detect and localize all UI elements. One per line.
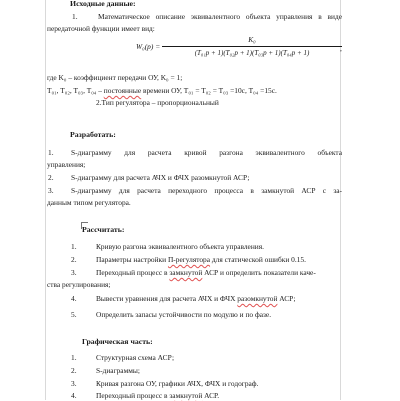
calculate-heading: Рассчитать: [82, 225, 125, 234]
calculate-item-4 [96, 294, 296, 304]
calculate-item-number: 3. [71, 268, 77, 277]
source-item-line2: передаточной функции имеет вид: [47, 24, 155, 33]
source-item-number: 1. [72, 12, 78, 21]
time-line-squiggle: постоянные [103, 86, 142, 95]
calc-4-pre: Вывести уравнения для расчета АЧХ и ФЧХ [96, 294, 238, 303]
formula-denominator: (T₀₁p + 1)(T₀₂p + 1)(T₀₃p + 1)(T₀₄p + 1) [194, 49, 310, 57]
develop-heading: Разработать: [70, 130, 116, 139]
right-margin-rule [340, 0, 341, 400]
time-line-prefix: T₀₁, T₀₂, T₀₃, T₀₄ – [47, 86, 102, 95]
develop-item-number: 3. [48, 186, 54, 195]
formula-lhs: W₀(p) = [136, 42, 161, 51]
calculate-item-2 [96, 255, 306, 265]
formula-numerator: K₀ [248, 35, 256, 44]
graphics-item-3: Кривая разгона ОУ, графики АЧХ, ФЧХ и годограф. [96, 379, 259, 388]
graphics-item-number: 3. [71, 379, 77, 388]
graphics-item-number: 2. [71, 366, 77, 375]
calculate-item-3-line1 [96, 268, 316, 278]
develop-item-1-line1: S-диаграмму для расчета кривой разгона эквивалентного объекта [71, 148, 342, 157]
graph-4-pre: Переходный процесс в [96, 391, 170, 400]
source-item-line1: Математическое описание эквивалентного объекта управления в виде [98, 12, 342, 21]
coefficient-line: где K₀ – коэффициент передачи ОУ, K₀ = 1; [47, 73, 183, 82]
develop-item-number: 2. [48, 173, 54, 182]
develop-item-3-line1: S-диаграмму для расчета переходного процесса в замкнутой АСР с за- [71, 186, 342, 195]
calc-3-post: АСР и определить показатели каче- [202, 268, 316, 277]
calculate-item-number: 2. [71, 255, 77, 264]
calculate-item-number: 1. [71, 242, 77, 251]
graphics-item-number: 4. [71, 391, 77, 400]
develop-item-2-line1: S-диаграмму для расчета АЧХ и ФЧХ разомкнутой АСР; [71, 173, 250, 182]
graphics-item-number: 1. [71, 353, 77, 362]
calculate-item-5: Определить запасы устойчивости по модулю и по фазе. [96, 310, 272, 319]
transfer-function-formula [136, 35, 342, 61]
calc-3-pre: Переходный процесс в [96, 268, 170, 277]
source-heading: Исходные данные: [70, 0, 136, 8]
fraction-bar [162, 46, 342, 47]
calculate-item-3-line2: ства регулирования; [47, 280, 111, 289]
calculate-item-number: 4. [71, 294, 77, 303]
graphics-item-2: S-диаграммы; [96, 366, 140, 375]
formula-comma: , [340, 44, 342, 53]
calc-4-post: АСР; [277, 294, 296, 303]
calculate-item-1: Кривую разгона эквивалентного объекта управления. [96, 242, 264, 251]
develop-item-1-line2: управления; [47, 160, 86, 169]
calculate-item-number: 5. [71, 310, 77, 319]
graphics-heading: Графическая часть: [82, 337, 153, 346]
calc-3-squiggle: замкнутой [169, 268, 203, 277]
graphics-item-1: Структурная схема АСР; [96, 353, 175, 362]
left-margin-rule [45, 0, 46, 400]
regulator-type-line: 2.Тип регулятора – пропорциональный [96, 98, 219, 107]
develop-item-number: 1. [48, 148, 54, 157]
graph-4-squiggle: замкнутой [169, 391, 203, 400]
develop-item-3-line2: данным типом регулятора. [47, 198, 131, 207]
time-line-suffix: времени ОУ, T₀₁ = T₀₂ = T₀₃ =10с, T₀₄ =15с. [142, 86, 277, 95]
calc-2-pre: Параметры настройки [96, 255, 168, 264]
time-constants-line [47, 86, 277, 96]
calc-2-squiggle: П-регулятора [167, 255, 211, 264]
calc-4-squiggle: разомкнутой [237, 294, 278, 303]
calc-2-post: для статической ошибки 0.15. [210, 255, 306, 264]
graph-4-post: АСР. [202, 391, 220, 400]
